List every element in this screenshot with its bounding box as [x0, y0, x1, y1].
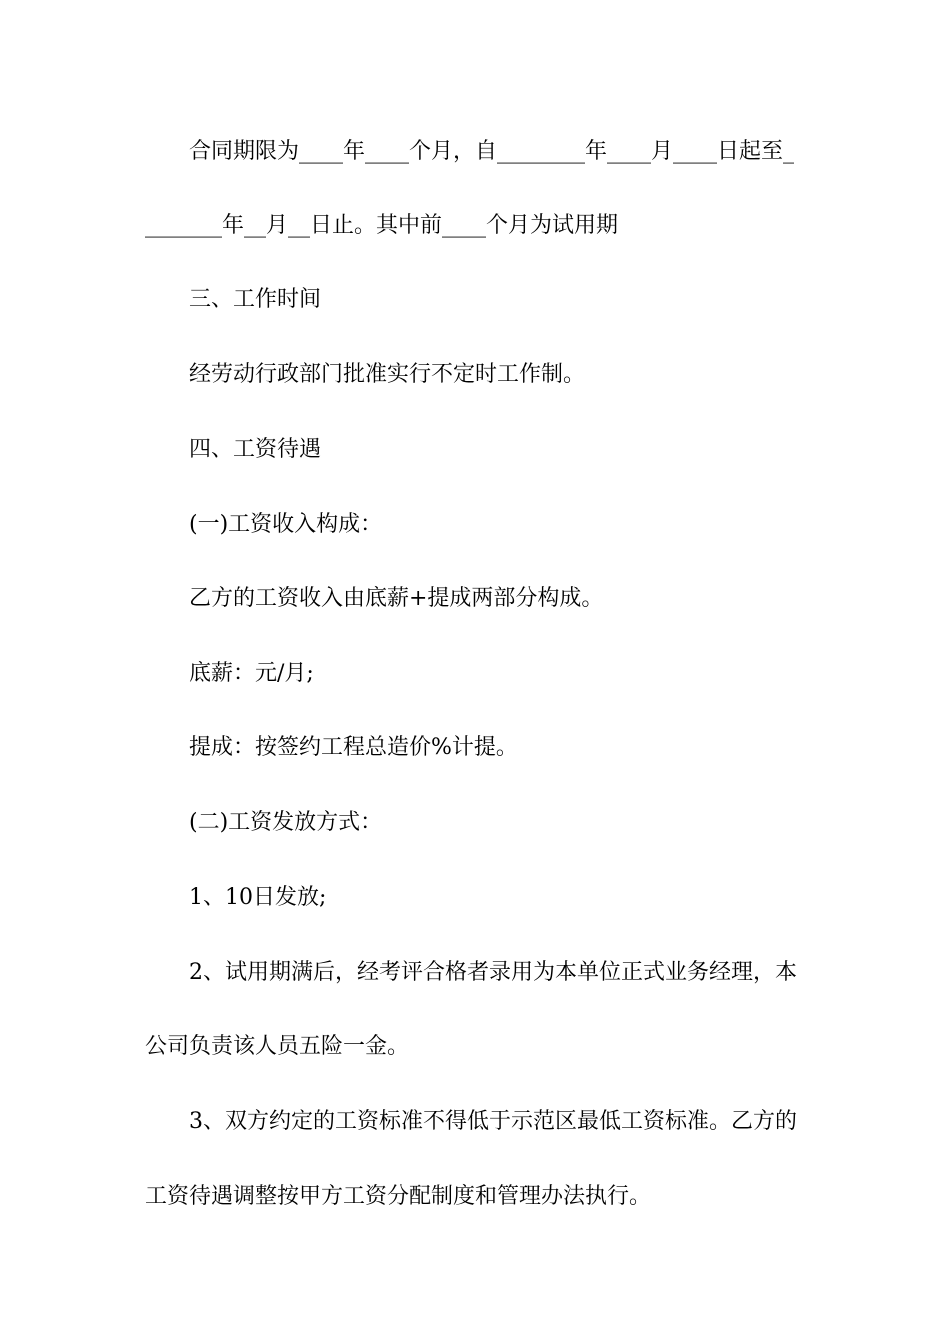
contract-term-continuation: _______年__月__日止。其中前____个月为试用期 [145, 213, 619, 238]
paragraph-salary-composition: 乙方的工资收入由底薪+提成两部分构成。 [189, 586, 604, 611]
list-item-probation-continuation: 公司负责该人员五险一金。 [145, 1034, 410, 1059]
subheading-salary-composition: (一)工资收入构成： [189, 512, 383, 537]
list-item-salary-standard-continuation: 工资待遇调整按甲方工资分配制度和管理办法执行。 [145, 1184, 652, 1209]
section-heading-salary: 四、工资待遇 [189, 437, 322, 462]
contract-term-line: 合同期限为____年____个月，自________年____月____日起至_ [189, 139, 795, 164]
list-item-payment-day: 1、10日发放; [189, 885, 327, 910]
list-item-probation: 2、试用期满后，经考评合格者录用为本单位正式业务经理，本 [189, 960, 797, 985]
paragraph-work-time: 经劳动行政部门批准实行不定时工作制。 [189, 362, 586, 387]
paragraph-commission: 提成：按签约工程总造价%计提。 [189, 735, 518, 760]
section-heading-work-time: 三、工作时间 [189, 287, 322, 312]
subheading-payment-method: (二)工资发放方式： [189, 810, 383, 835]
list-item-salary-standard: 3、双方约定的工资标准不得低于示范区最低工资标准。乙方的 [189, 1109, 797, 1134]
paragraph-base-salary: 底薪：元/月; [189, 661, 314, 686]
